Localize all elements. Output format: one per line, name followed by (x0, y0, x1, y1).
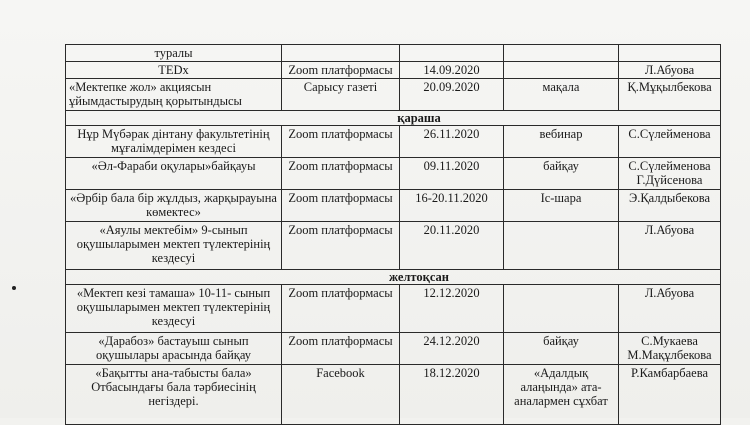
type-cell: «Адалдық алаңында» ата-аналармен сұхбат (504, 365, 619, 425)
person-cell: Э.Қалдыбекова (619, 190, 721, 222)
event-cell: «Әл-Фараби оқулары»байқауы (66, 158, 282, 190)
person-cell (619, 45, 721, 62)
table-row (66, 79, 721, 111)
type-cell (504, 45, 619, 62)
event-cell: «Мектеп кезі тамаша» 10-11- сынып оқушыларымен мектеп түлектерінің кездесуі (66, 285, 282, 333)
table-row (66, 285, 721, 333)
date-cell: 20.09.2020 (400, 79, 504, 111)
month-label: қараша (397, 111, 441, 125)
date-cell: 20.11.2020 (400, 222, 504, 270)
events-table (65, 44, 721, 425)
event-cell: «Мектепке жол» акциясын ұйымдастырудың қорытындысы (66, 79, 282, 111)
event-cell: Нұр Мүбәрак дінтану факультетінің мұғалімдерімен кездесі (66, 126, 282, 158)
table-row (66, 190, 721, 222)
person-cell: Қ.Мұқылбекова (619, 79, 721, 111)
type-cell (504, 222, 619, 270)
platform-cell (282, 45, 400, 62)
date-cell (400, 45, 504, 62)
platform-cell: Zoom платформасы (282, 285, 400, 333)
person-cell: Л.Абуова (619, 222, 721, 270)
platform-cell: Facebook (282, 365, 400, 425)
platform-cell: Zoom платформасы (282, 222, 400, 270)
date-cell: 12.12.2020 (400, 285, 504, 333)
month-label: желтоқсан (388, 270, 450, 284)
table-row (66, 126, 721, 158)
event-cell: «Дарабоз» бастауыш сынып оқушылары арасында байқау (66, 333, 282, 365)
table-row (66, 158, 721, 190)
event-cell: туралы (66, 45, 282, 62)
platform-cell: Zoom платформасы (282, 190, 400, 222)
date-cell: 09.11.2020 (400, 158, 504, 190)
platform-cell: Zoom платформасы (282, 62, 400, 79)
type-cell (504, 285, 619, 333)
table-row (66, 45, 721, 62)
type-cell: Іс-шара (504, 190, 619, 222)
platform-cell: Сарысу газеті (282, 79, 400, 111)
event-cell: TEDx (66, 62, 282, 79)
type-cell (504, 62, 619, 79)
date-cell: 26.11.2020 (400, 126, 504, 158)
month-row-november (66, 111, 721, 126)
table-row (66, 62, 721, 79)
person-cell: Л.Абуова (619, 62, 721, 79)
person-cell: С.Сүлейменова (619, 126, 721, 158)
date-cell: 14.09.2020 (400, 62, 504, 79)
date-cell: 16-20.11.2020 (400, 190, 504, 222)
platform-cell: Zoom платформасы (282, 333, 400, 365)
date-cell: 18.12.2020 (400, 365, 504, 425)
type-cell: вебинар (504, 126, 619, 158)
type-cell: байқау (504, 158, 619, 190)
person-cell: С.Сүлейменова Г.Дүйсенова (619, 158, 721, 190)
event-cell: «Бақытты ана-табысты бала» Отбасындағы бала тәрбиесінің негіздері. (66, 365, 282, 425)
platform-cell: Zoom платформасы (282, 158, 400, 190)
type-cell: мақала (504, 79, 619, 111)
margin-mark (12, 286, 16, 290)
type-cell: байқау (504, 333, 619, 365)
table-row (66, 222, 721, 270)
date-cell: 24.12.2020 (400, 333, 504, 365)
month-row-december (66, 270, 721, 285)
table-row (66, 365, 721, 425)
person-cell: Р.Камбарбаева (619, 365, 721, 425)
event-cell: «Аяулы мектебім» 9-сынып оқушыларымен мектеп түлектерінің кездесуі (66, 222, 282, 270)
person-cell: С.Мукаева М.Мақұлбекова (619, 333, 721, 365)
table-row (66, 333, 721, 365)
event-cell: «Әрбір бала бір жұлдыз, жарқырауына көмектес» (66, 190, 282, 222)
platform-cell: Zoom платформасы (282, 126, 400, 158)
person-cell: Л.Абуова (619, 285, 721, 333)
